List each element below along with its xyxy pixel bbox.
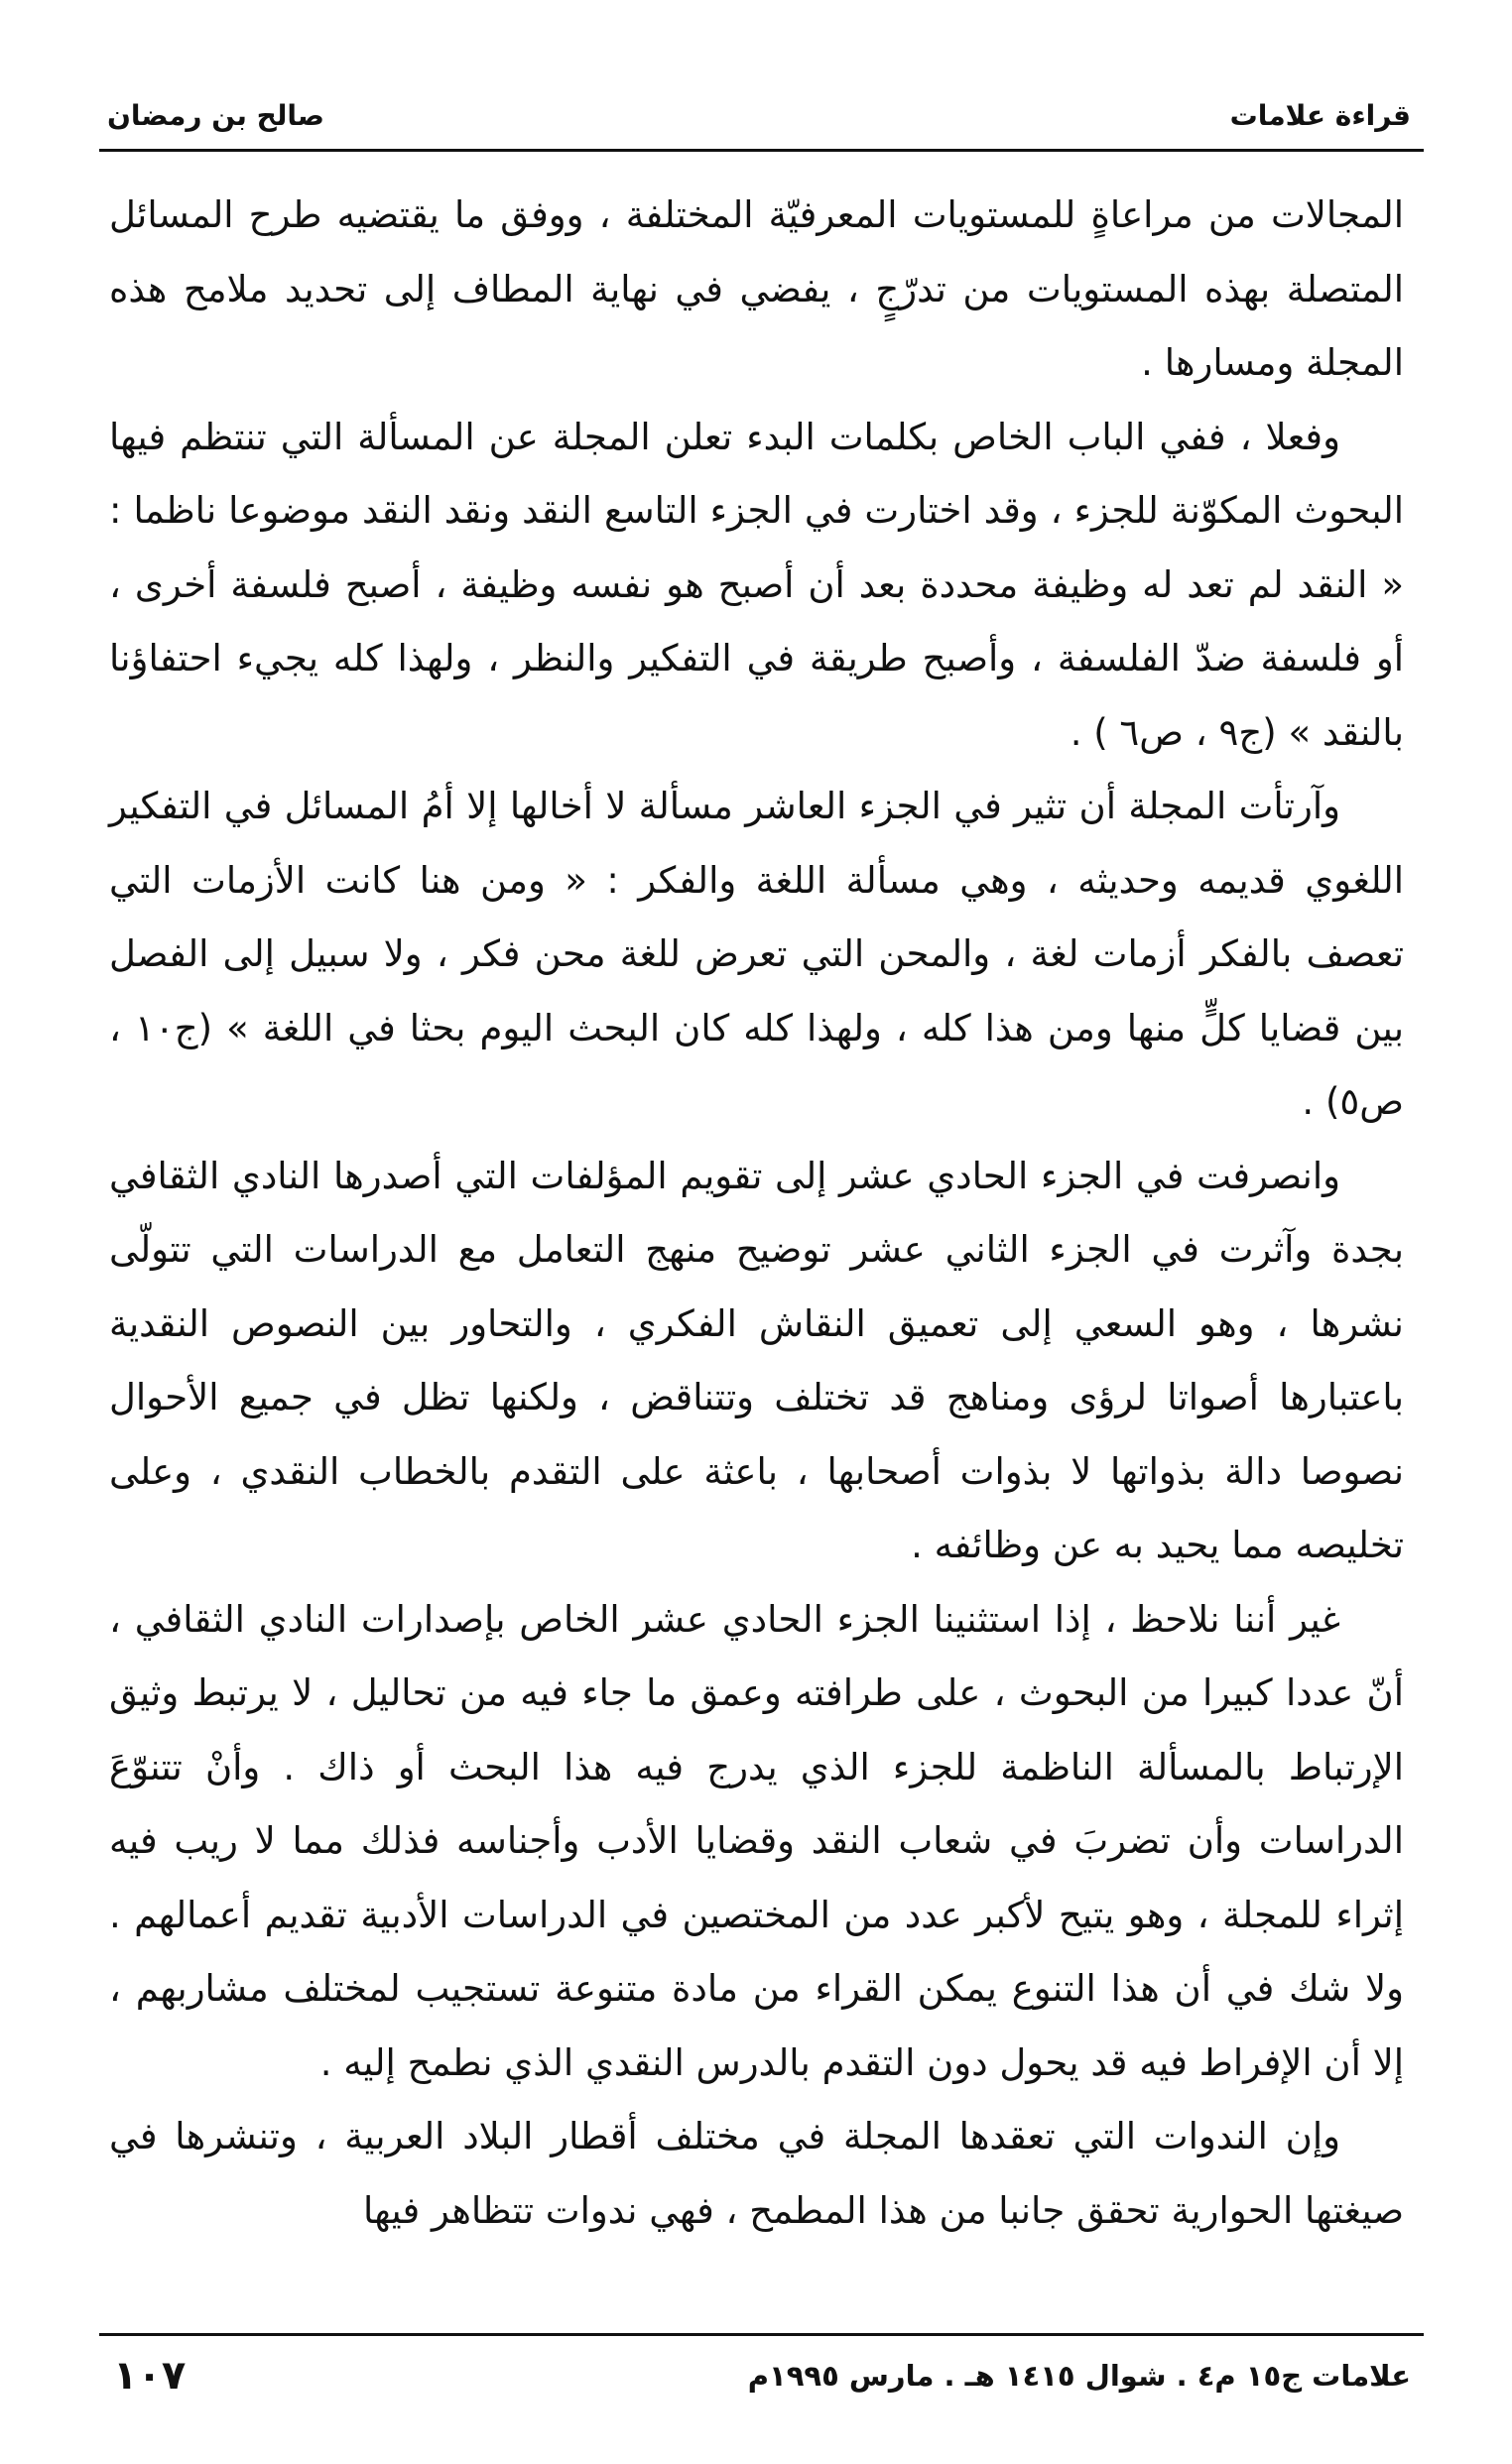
header-rule <box>99 149 1424 152</box>
paragraph: وإن الندوات التي تعقدها المجلة في مختلف أقطار البلاد العربية ، وتنشرها في صيغتها الحوارية تحقق جانبا من هذا المطمح ، فهي ندوات تتظاهر فيها <box>109 2115 1404 2232</box>
journal-section-title: قراءة علامات <box>1229 99 1411 132</box>
paragraph: وانصرفت في الجزء الحادي عشر إلى تقويم المؤلفات التي أصدرها النادي الثقافي بجدة وآثرت في الجزء الثاني عشر توضيح منهج التعامل مع الدراسات التي تتولّى نشرها ، وهو السعي إلى تعميق النقاش الفكري ، والتحاور بين النصوص النقدية باعتبارها أصواتا لرؤى ومناهج قد تختلف وتتناقض ، ولكنها تظل في جميع الأحوال نصوصا دالة بذواتها لا بذوات أصحابها ، باعثة على التقدم بالخطاب النقدي ، وعلى تخليصه مما يحيد به عن وظائفه . <box>109 1154 1404 1566</box>
paragraph: غير أننا نلاحظ ، إذا استثنينا الجزء الحادي عشر الخاص بإصدارات النادي الثقافي ، أنّ عددا كبيرا من البحوث ، على طرافته وعمق ما جاء فيه من تحاليل ، لا يرتبط وثيق الإرتباط بالمسألة الناظمة للجزء الذي يدرج فيه هذا البحث أو ذاك . وأنْ تتنوّعَ الدراسات وأن تضربَ في شعاب النقد وقضايا الأدب وأجناسه فذلك مما لا ريب فيه إثراء للمجلة ، وهو يتيح لأكبر عدد من المختصين في الدراسات الأدبية تقديم أعمالهم . ولا شك في أن هذا التنوع يمكن القراء من مادة متنوعة تستجيب لمختلف مشاربهم ، إلا أن الإفراط فيه قد يحول دون التقدم بالدرس النقدي الذي نطمح إليه . <box>109 1597 1404 2084</box>
issue-info: علامات ج١٥ م٤ . شوال ١٤١٥ هـ . مارس ١٩٩٥م <box>747 2359 1411 2393</box>
page-number: ١٠٧ <box>113 2353 187 2399</box>
paragraph: المجالات من مراعاةٍ للمستويات المعرفيّة المختلفة ، ووفق ما يقتضيه طرح المسائل المتصلة بهذه المستويات من تدرّجٍ ، يفضي في نهاية المطاف إلى تحديد ملامح هذه المجلة ومسارها . <box>109 193 1404 384</box>
running-footer <box>99 2346 1419 2405</box>
running-header <box>99 91 1419 141</box>
paragraph: وفعلا ، ففي الباب الخاص بكلمات البدء تعلن المجلة عن المسألة التي تنتظم فيها البحوث المكوّنة للجزء ، وقد اختارت في الجزء التاسع النقد ونقد النقد موضوعا ناظما : « النقد لم تعد له وظيفة محددة بعد أن أصبح هو نفسه وظيفة ، أصبح فلسفة أخرى ، أو فلسفة ضدّ الفلسفة ، وأصبح طريقة في التفكير والنظر ، ولهذا كله يجيء احتفاؤنا بالنقد » (ج٩ ، ص٦ ) . <box>109 415 1404 754</box>
footer-rule <box>99 2333 1424 2336</box>
author-name: صالح بن رمضان <box>107 99 324 132</box>
paragraph: وآرتأت المجلة أن تثير في الجزء العاشر مسألة لا أخالها إلا أمُ المسائل في التفكير اللغوي قديمه وحديثه ، وهي مسألة اللغة والفكر : « ومن هنا كانت الأزمات التي تعصف بالفكر أزمات لغة ، والمحن التي تعرض للغة محن فكر ، ولا سبيل إلى الفصل بين قضايا كلٍّ منها ومن هذا كله ، ولهذا كله كان البحث اليوم بحثا في اللغة » (ج١٠ ، ص٥) . <box>109 785 1404 1123</box>
article-body <box>109 179 1404 2248</box>
